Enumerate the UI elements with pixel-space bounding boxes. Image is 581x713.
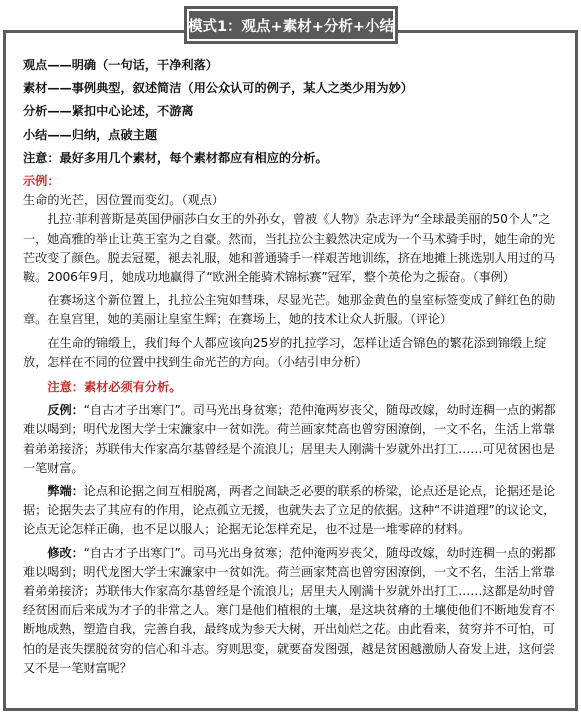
counter-example — [23, 401, 563, 478]
fix-text: “自古才子出寒门”。司马光出身贫寒；范仲淹两岁丧父，随母改嫁，幼时连稠一点的粥都难以喝到；明代龙图大学士宋濂家中一贫如洗。荷兰画家梵高也曾穷困潦倒，一文不名，生活上常靠着弟弟接济；苏联伟大作家高尔基曾经是个流浪儿；居里夫人刚满十岁就外出打工……这都是幼时曾经贫困而后来成为才子的非常之人。寒门是他们植根的土壤，是这块贫瘠的土壤使他们不断地发育不断地成熟，塑造自我，完善自我，最终成为参天大树，开出灿烂之花。由此看来，贫穷并不可怕，可怕的是丧失摆脱贫穷的信心和斗志。穷则思变，就要奋发图强，越是贫困越激励人奋发上进，这何尝又不是一笔财富呢？ — [23, 545, 556, 675]
example-label: 示例： — [23, 174, 60, 189]
example-paragraph-1: 扎拉·菲利普斯是英国伊丽莎白女王的外孙女，曾被《人物》杂志评为“全球最美丽的50个人”之一，她高雅的举止让英王室为之自豪。然而，当扎拉公主毅然决定成为一个马术骑手时，她生命的光芒改变了颜色。脱去冠冕，褪去礼服，她和普通骑手一样艰苦地训练，挤在地摊上挑选别人用过的马鞍。2006年9月，她成功地赢得了“欧洲全能骑术锦标赛”冠军，整个英伦为之振奋。（事例） — [23, 212, 555, 285]
section-title-badge: 模式1：观点+素材+分析+小结 — [184, 6, 398, 44]
fix-label: 修改： — [47, 545, 84, 560]
flaw-text: 论点和论据之间互相脱离，两者之间缺乏必要的联系的桥梁，论点还是论点，论据还是论据；论据失去了其应有的作用，论点孤立无援，也就失去了立足的依据。这种“不讲道理”的议论文，论点无论怎样正确，也不足以服人；论据无论怎样充足，也不过是一堆零碎的材料。 — [23, 484, 556, 537]
example-paragraph-3: 在生命的锦缎上，我们每个人都应该向25岁的扎拉学习，怎样让适合锦色的繁花添到锦缎上绽放，怎样在不同的位置中找到生命光芒的方向。（小结引申分析） — [23, 335, 547, 369]
counter-text: “自古才子出寒门”。司马光出身贫寒；范仲淹两岁丧父，随母改嫁，幼时连稠一点的粥都难以喝到；明代龙图大学士宋濂家中一贫如洗。荷兰画家梵高也曾穷困潦倒，一文不名，生活上常靠着弟弟接济；苏联伟大作家高尔基曾经是个流浪儿；居里夫人刚满十岁就外出打工……可见贫困也是一笔财富。 — [23, 403, 556, 475]
rule-summary: 小结——归纳，点破主题 — [23, 127, 158, 142]
flaw-label: 弊端： — [47, 484, 84, 499]
fix-paragraph — [23, 544, 563, 678]
rule-analysis: 分析——紧扣中心论述，不游离 — [23, 104, 194, 119]
example-thesis: 生命的光芒，因位置而变幻。（观点） — [23, 193, 225, 208]
flaw-paragraph — [23, 482, 563, 540]
counter-label: 反例： — [47, 403, 84, 418]
example-paragraph-2: 在赛场这个新位置上，扎拉公主宛如彗珠，尽显光芒。她那金黄色的皇室标签变成了鲜红色的勋章。在皇宫里，她的美丽让皇室生辉；在赛场上，她的技术让众人折服。（评论） — [23, 293, 556, 327]
rule-viewpoint: 观点——明确（一句话，干净利落） — [23, 58, 218, 72]
rule-note: 注意：最好多用几个素材，每个素材都应有相应的分析。 — [23, 150, 328, 165]
note-label — [23, 378, 563, 397]
note-label-text: 注意：素材必须有分析。 — [47, 380, 182, 395]
content-frame — [3, 30, 578, 711]
content-body — [23, 56, 563, 678]
rule-material: 素材——事例典型，叙述简洁（用公众认可的例子，某人之类少用为妙） — [23, 81, 413, 96]
